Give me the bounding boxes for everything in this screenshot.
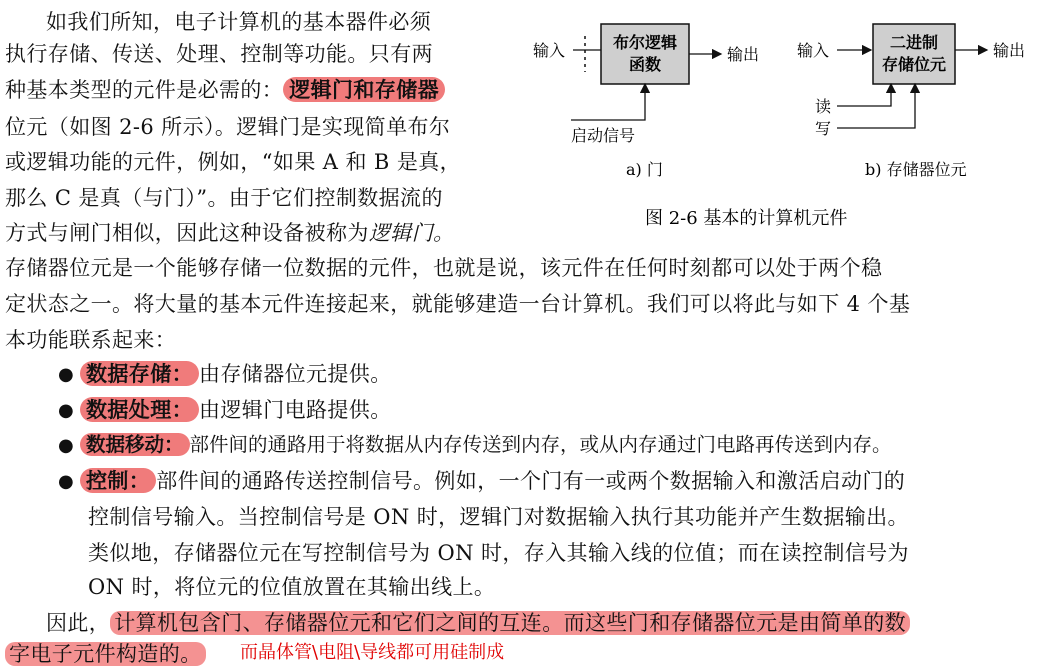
bullet-term: 控制： (80, 468, 156, 493)
para1-line2 (5, 40, 433, 68)
mem-input-label: 输入 (797, 41, 830, 60)
text: 因此， (46, 611, 111, 635)
mem-write-label: 写 (815, 119, 832, 138)
bullet-dot: ● (58, 364, 74, 385)
highlight-conclusion: 计算机包含门、存储器位元和它们之间的互连。而这些门和存储器位元是由简单的数 (110, 611, 910, 635)
text: 如我们所知，电子计算机的基本器件必须 (46, 10, 432, 34)
text: 执行存储、传送、处理、控制等功能。只有两 (5, 42, 433, 66)
para1-line7 (5, 219, 454, 247)
mem-box-line1: 二进制 (889, 33, 939, 52)
text: 本功能联系起来： (5, 328, 177, 352)
figure-2-6 (525, 10, 1046, 235)
bullet-text: 由存储器位元提供。 (199, 362, 392, 386)
gate-control-label: 启动信号 (571, 126, 636, 145)
bullet-item-processing (80, 396, 392, 424)
bullet-text: 由逻辑门电路提供。 (199, 398, 392, 422)
gate-input-label: 输入 (533, 41, 566, 60)
para2-line2 (5, 290, 910, 318)
bullet-term: 数据存储： (80, 361, 199, 386)
highlight-logic-gate-memory: 逻辑门和存储器 (283, 77, 445, 102)
text: 控制信号输入。当控制信号是 ON 时，逻辑门对数据输入执行其功能并产生数据输出。 (88, 505, 909, 529)
gate-caption: a) 门 (626, 160, 663, 179)
gate-box-line1: 布尔逻辑 (612, 33, 678, 52)
bullet-dot: ● (58, 435, 74, 456)
highlight-conclusion-end: 字电子元件构造的。 (5, 642, 206, 666)
text: 定状态之一。将大量的基本元件连接起来，就能够建造一台计算机。我们可以将此与如下 4 个基 (5, 292, 911, 316)
logic-gate-diagram (533, 24, 759, 179)
gate-box-line2: 函数 (628, 55, 662, 74)
para3-line2 (5, 640, 206, 668)
bullet-dot: ● (58, 471, 74, 492)
text: 种基本类型的元件是必需的： (5, 78, 284, 102)
para3-line1 (46, 609, 910, 637)
bullet-item-storage (80, 360, 392, 388)
mem-output-label: 输出 (993, 41, 1026, 60)
bullet-control-cont-1 (88, 503, 909, 531)
bullet-term: 数据移动： (80, 433, 190, 456)
para1-line4 (5, 113, 450, 141)
para2-line3 (5, 326, 176, 354)
mem-box-line2: 存储位元 (881, 55, 947, 74)
text: 方式与闸门相似，因此这种设备被称为 (5, 221, 369, 245)
bullet-control-cont-2 (88, 539, 909, 567)
term-logic-gate: 逻辑门。 (368, 221, 455, 245)
mem-read-label: 读 (815, 97, 832, 116)
para1-line6 (5, 184, 443, 212)
para1-line5 (5, 148, 461, 176)
para1-line1 (46, 8, 431, 36)
gate-output-label: 输出 (727, 45, 760, 64)
text: 那么 C 是真（与门）”。由于它们控制数据流的 (5, 186, 443, 210)
bullet-dot: ● (58, 400, 74, 421)
bullet-text: 部件间的通路用于将数据从内存传送到内存，或从内存通过门电路再传送到内存。 (189, 433, 892, 456)
text: 类似地，存储器位元在写控制信号为 ON 时，存入其输入线的位值；而在读控制信号为 (88, 541, 909, 565)
para1-line3 (5, 76, 445, 104)
text: ON 时，将位元的位值放置在其输出线上。 (88, 575, 496, 599)
text: 或逻辑功能的元件，例如，“如果 A 和 B 是真， (5, 150, 462, 174)
figure-title: 图 2-6 基本的计算机元件 (645, 208, 848, 229)
para2-line1 (5, 254, 882, 282)
bullet-control-cont-3 (88, 573, 495, 601)
text: 位元（如图 2-6 所示）。逻辑门是实现简单布尔 (5, 115, 451, 139)
bullet-item-movement (80, 431, 892, 459)
memory-cell-diagram (797, 24, 1025, 179)
bullet-term: 数据处理： (80, 397, 199, 422)
text: 存储器位元是一个能够存储一位数据的元件，也就是说，该元件在任何时刻都可以处于两个稳 (5, 256, 883, 280)
bullet-text: 部件间的通路传送控制信号。例如，一个门有一或两个数据输入和激活启动门的 (156, 469, 906, 493)
handwritten-annotation: 而晶体管\电阻\导线都可用硅制成 (240, 642, 505, 663)
mem-caption: b) 存储器位元 (865, 160, 967, 179)
bullet-item-control (80, 467, 905, 495)
